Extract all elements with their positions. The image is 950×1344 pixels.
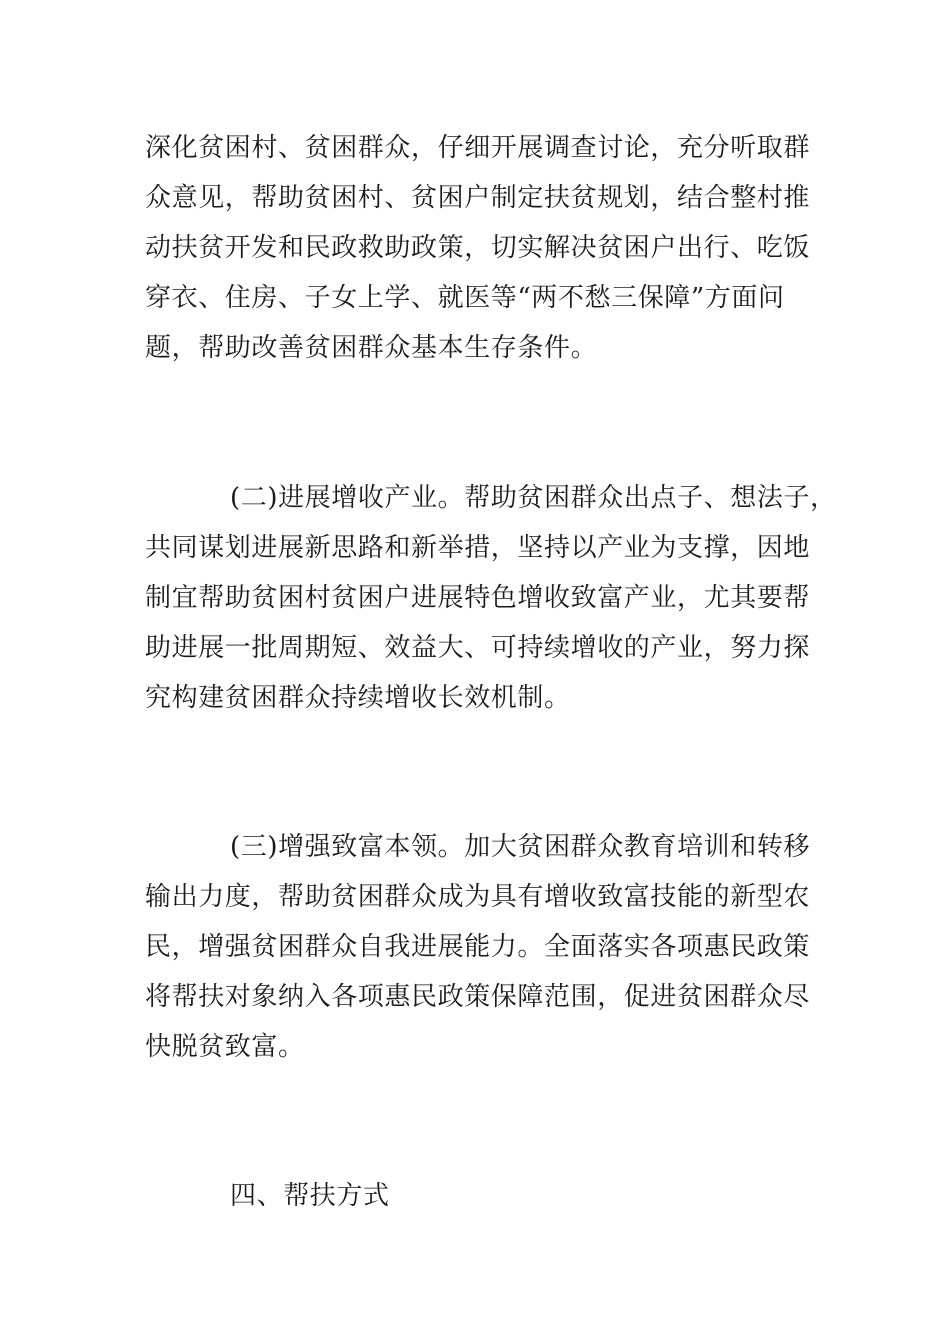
paragraph-line: 快脱贫致富。 (145, 1032, 305, 1062)
paragraph-line: 助进展一批周期短、效益大、可持续增收的产业，努力探 (145, 633, 811, 663)
paragraph-line: 制宜帮助贫困村贫困户进展特色增收致富产业，尤其要帮 (145, 583, 811, 613)
section-heading: 四、帮扶方式 (230, 1181, 390, 1211)
paragraph-line: 题，帮助改善贫困群众基本生存条件。 (145, 333, 598, 363)
paragraph-line: 穿衣、住房、子女上学、就医等“两不愁三保障”方面问 (145, 283, 785, 313)
paragraph-line: 动扶贫开发和民政救助政策，切实解决贫困户出行、吃饭 (145, 233, 811, 263)
paragraph-line: 将帮扶对象纳入各项惠民政策保障范围，促进贫困群众尽 (145, 982, 811, 1012)
paragraph-line: (三)增强致富本领。加大贫困群众教育培训和转移 (230, 832, 811, 862)
paragraph-line: (二)进展增收产业。帮助贫困群众出点子、想法子， (230, 483, 837, 513)
paragraph-line: 众意见，帮助贫困村、贫困户制定扶贫规划，结合整村推 (145, 183, 811, 213)
paragraph-line: 究构建贫困群众持续增收长效机制。 (145, 683, 571, 713)
paragraph-line: 民，增强贫困群众自我进展能力。全面落实各项惠民政策 (145, 932, 811, 962)
paragraph-line: 共同谋划进展新思路和新举措，坚持以产业为支撑，因地 (145, 533, 811, 563)
paragraph-line: 输出力度，帮助贫困群众成为具有增收致富技能的新型农 (145, 882, 811, 912)
paragraph-line: 深化贫困村、贫困群众，仔细开展调查讨论，充分听取群 (145, 133, 811, 163)
